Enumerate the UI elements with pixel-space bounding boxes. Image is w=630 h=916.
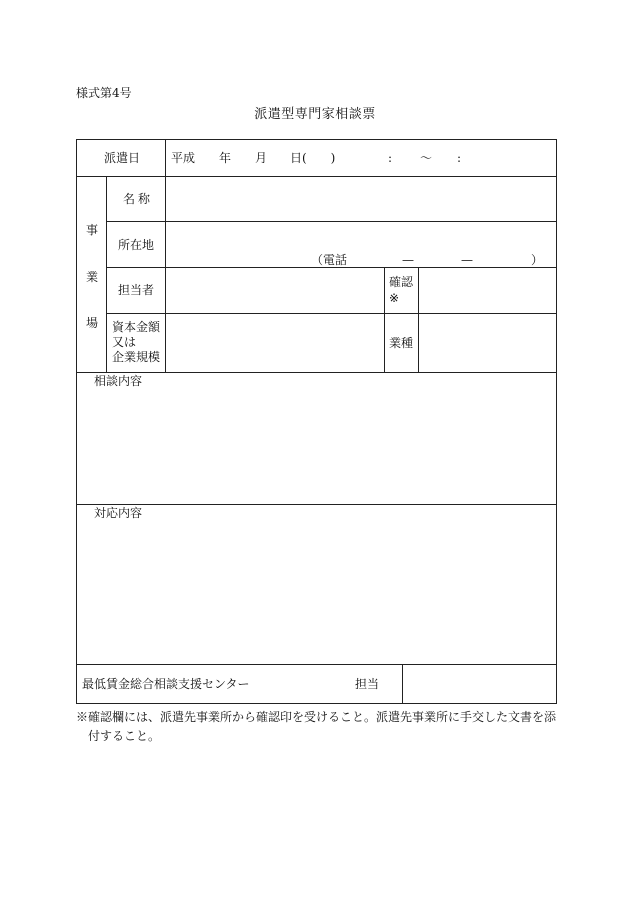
- industry-label: 業種: [389, 336, 414, 350]
- response-label: 対応内容: [94, 506, 143, 520]
- side-label-char-1: 事: [86, 223, 99, 237]
- form-title: 派遣型専門家相談票: [254, 107, 376, 122]
- phone-dash-2: —: [461, 253, 473, 267]
- dispatch-date-label: 派遣日: [104, 151, 141, 165]
- rule-footer-staff: [402, 664, 403, 704]
- dispatch-day: 日( ): [290, 151, 336, 165]
- consultation-label: 相談内容: [94, 374, 143, 388]
- center-name: 最低賃金総合相談支援センター: [82, 677, 250, 691]
- footnote-line-2: 付すること。: [88, 729, 161, 743]
- dispatch-time-colon-start: :: [388, 151, 393, 165]
- form-number: 様式第4号: [76, 86, 132, 100]
- rule-confirm-left: [384, 267, 385, 373]
- table-border-bottom: [76, 703, 557, 704]
- rule-below-name: [106, 221, 557, 222]
- dispatch-month: 月: [255, 151, 268, 165]
- rule-label-column: [165, 139, 166, 373]
- confirm-mark: ※: [389, 291, 400, 305]
- side-label-char-3: 場: [86, 316, 99, 330]
- capital-label-line-1: 資本金額: [112, 320, 161, 334]
- rule-below-workplace: [76, 372, 557, 373]
- table-border-top: [76, 139, 557, 140]
- dispatch-time-colon-end: :: [457, 151, 462, 165]
- address-label: 所在地: [118, 238, 155, 252]
- side-label-char-2: 業: [86, 270, 99, 284]
- rule-below-person: [106, 313, 557, 314]
- footnote-line-1: ※確認欄には、派遣先事業所から確認印を受けること。派遣先事業所に手交した文書を添: [76, 710, 557, 724]
- rule-below-consultation: [76, 504, 557, 505]
- footnote: [76, 708, 562, 746]
- rule-below-dispatch: [76, 176, 557, 177]
- phone-close: ）: [531, 253, 544, 267]
- phone-dash-1: —: [402, 253, 414, 267]
- person-label: 担当者: [118, 283, 155, 297]
- name-label: 名称: [123, 192, 154, 206]
- capital-label-line-3: 企業規模: [112, 350, 161, 364]
- confirm-label: 確認: [389, 275, 414, 289]
- table-border-right: [556, 139, 557, 704]
- dispatch-era: 平成: [171, 151, 196, 165]
- dispatch-year: 年: [219, 151, 232, 165]
- capital-label-line-2: 又は: [112, 335, 137, 349]
- phone-open: （電話: [311, 253, 348, 267]
- table-border-left: [76, 139, 77, 704]
- dispatch-tilde: ～: [420, 151, 433, 165]
- rule-confirm-right: [418, 267, 419, 373]
- staff-label: 担当: [355, 677, 380, 691]
- rule-below-response: [76, 664, 557, 665]
- rule-side-column: [106, 176, 107, 373]
